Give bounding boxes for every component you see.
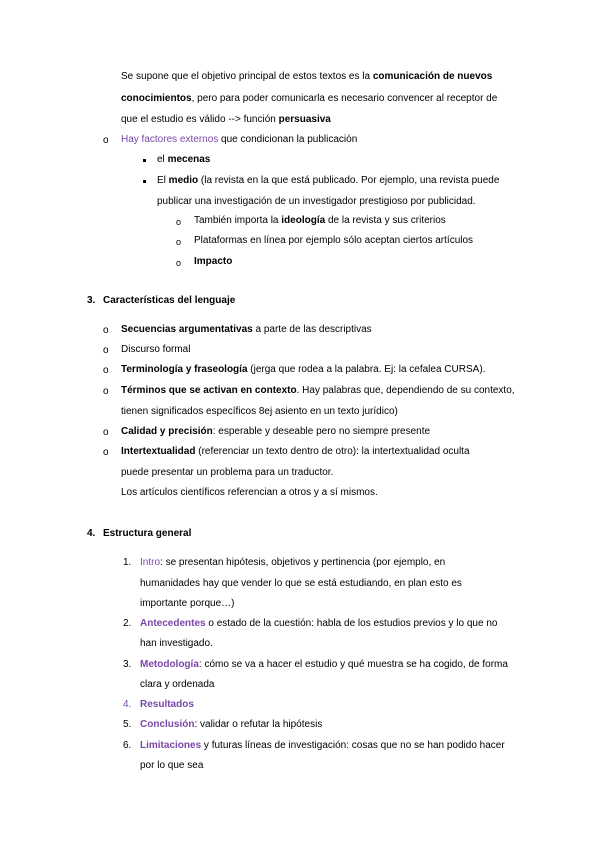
list-item-continuation: importante porque…): [140, 598, 235, 609]
square-bullet-icon: [143, 159, 146, 162]
sub-item-impacto: Impacto: [194, 256, 233, 267]
list-item: Resultados: [140, 699, 194, 710]
medio-item-line-2: publicar una investigación de un investigador prestigioso por publicidad.: [157, 196, 476, 207]
list-item-continuation: por lo que sea: [140, 760, 204, 771]
list-item: Términos que se activan en contexto. Hay palabras que, dependiendo de su contexto,: [121, 385, 515, 396]
list-number: 2.: [123, 618, 132, 629]
bullet-icon: o: [103, 345, 109, 356]
list-item: Metodología: cómo se va a hacer el estudio y qué muestra se ha cogido, de forma: [140, 659, 508, 670]
square-bullet-icon: [143, 180, 146, 183]
list-number: 6.: [123, 740, 132, 751]
list-item: Antecedentes o estado de la cuestión: habla de los estudios previos y lo que no: [140, 618, 498, 629]
sub-item-ideologia: También importa la ideología de la revista y sus criterios: [194, 215, 446, 226]
intro-line-2: conocimientos, pero para poder comunicarla es necesario convencer al receptor de: [121, 93, 498, 104]
intro-line-3: que el estudio es válido --> función persuasiva: [121, 114, 331, 125]
list-number: 5.: [123, 719, 132, 730]
list-number: 1.: [123, 557, 132, 568]
list-item-continuation: clara y ordenada: [140, 679, 215, 690]
list-item: Intertextualidad (referenciar un texto dentro de otro): la intertextualidad oculta: [121, 446, 470, 457]
section-4-title: Estructura general: [103, 528, 192, 539]
section-3-number: 3.: [87, 295, 96, 306]
bullet-icon: o: [103, 365, 109, 376]
list-item-continuation: humanidades hay que vender lo que se está estudiando, en plan esto es: [140, 578, 462, 589]
list-number: 3.: [123, 659, 132, 670]
bullet-icon: o: [103, 427, 109, 438]
list-item: Limitaciones y futuras líneas de investigación: cosas que no se han podido hacer: [140, 740, 505, 751]
mecenas-item: el mecenas: [157, 154, 211, 165]
bullet-icon: o: [103, 386, 109, 397]
bullet-icon: o: [103, 447, 109, 458]
list-item: Terminología y fraseología (jerga que rodea a la palabra. Ej: la cefalea CURSA).: [121, 364, 486, 375]
list-item: Intro: se presentan hipótesis, objetivos y pertinencia (por ejemplo, en: [140, 557, 446, 568]
list-item-continuation: puede presentar un problema para un traductor.: [121, 467, 334, 478]
bullet-icon: o: [103, 325, 109, 336]
bullet-icon: o: [176, 258, 182, 268]
section-4-number: 4.: [87, 528, 96, 539]
list-item: Secuencias argumentativas a parte de las descriptivas: [121, 324, 372, 335]
section-3-title: Características del lenguaje: [103, 295, 236, 306]
list-item: Conclusión: validar o refutar la hipótesis: [140, 719, 323, 730]
factores-line: Hay factores externos que condicionan la publicación: [121, 134, 358, 145]
list-item: Discurso formal: [121, 344, 191, 355]
bullet-icon: o: [176, 217, 182, 227]
bullet-icon: o: [103, 135, 109, 146]
sub-item-plataformas: Plataformas en línea por ejemplo sólo aceptan ciertos artículos: [194, 235, 474, 246]
list-item-continuation: han investigado.: [140, 638, 213, 649]
intro-line-1: Se supone que el objetivo principal de estos textos es la comunicación de nuevos: [121, 71, 493, 82]
medio-item: El medio (la revista en la que está publicado. Por ejemplo, una revista puede: [157, 175, 500, 186]
bullet-icon: o: [176, 237, 182, 247]
list-item-continuation: tienen significados específicos 8ej asiento en un texto jurídico): [121, 406, 398, 417]
list-item: Calidad y precisión: esperable y deseable pero no siempre presente: [121, 426, 431, 437]
list-item-continuation: Los artículos científicos referencian a otros y a sí mismos.: [121, 487, 378, 498]
list-number: 4.: [123, 699, 132, 710]
